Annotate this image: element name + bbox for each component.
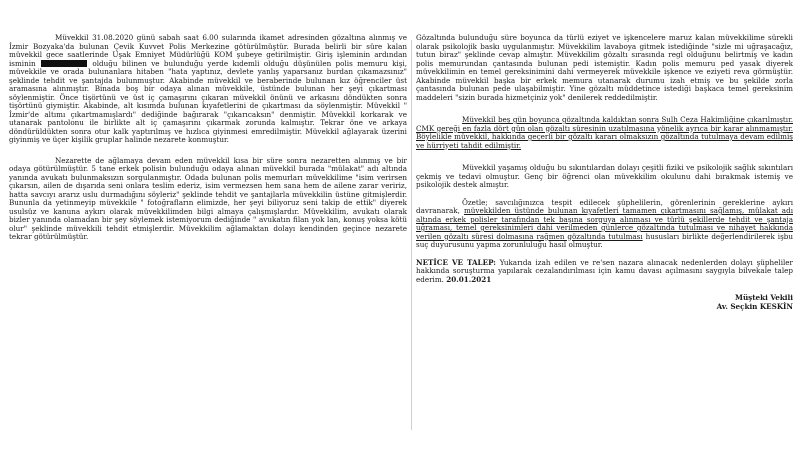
paragraph-arrest-text-a: Müvekkil 31.08.2020 günü sabah saat 6.00 sularında ikamet adresinden gözaltına alınmış ve İzmir Bozyaka'da bulunan Çevik Kuvvet Polis Merkezine götürülmüştür. Burada belirli bir süre kalan müvekkil gece saatlerinde Uşak Emniyet Müdürlüğü KOM şubeye getirilmiştir. Giriş işleminin ardından isminin bbox=[9, 33, 407, 68]
left-column bbox=[9, 34, 407, 251]
paragraph-summary bbox=[416, 199, 793, 250]
paragraph-summary-text-a: Özetle; savcılığınızca tespit edilecek şüphelilerin, görenlerinin gereklerine aykırı davranarak, bbox=[416, 197, 793, 215]
conclusion-text: Yukarıda izah edilen ve re'sen nazara alınacak nedenlerden dolayı şüpheliler hakkında soruşturma yapılarak cezalandırılması için kamu davası açılmasını saygıyla bilvekale talep ederim. bbox=[416, 257, 793, 284]
signature-name: Av. Seçkin KESKİN bbox=[716, 302, 793, 311]
right-column bbox=[416, 34, 793, 311]
signature-block bbox=[416, 293, 793, 311]
paragraph-summary-text-b: müvekkilden üstünde bulunan kıyafetleri tamamen çıkartmasını sağlamış, mülakat adı altında erkek polisler tarafından tek başına sorguya alınması ve türlü şekillerde tehdit ve şantaja uğraması, temel gereksinimleri dahi verilmeden günlerce gözaltında tutulması ve nihayet hakkında verilen gözaltı süresi dolmasına rağmen gözaltında tutulması bbox=[416, 206, 793, 241]
paragraph-summary-text-c: hususları birlikte değerlendirilerek işbu suç duyurusunu yapma zorunluluğu hasıl olmuştur. bbox=[416, 231, 793, 249]
paragraph-health: Müvekkil yaşamış olduğu bu sıkıntılardan dolayı çeşitli fiziki ve psikolojik sağlık sıkıntıları çekmiş ve tedavi olmuştur. Genç bir öğrenci olan müvekkilim okulunu dahi bırakmak istemiş ve psikolojik destek almıştır. bbox=[416, 163, 793, 189]
paragraph-conclusion bbox=[416, 259, 793, 285]
paragraph-detention-abuse: Gözaltında bulunduğu süre boyunca da türlü eziyet ve işkencelere maruz kalan müvekkilime sürekli olarak psikolojik baskı uygulanmıştır. Müvekkilim lavaboya gitmek istediğinde "sizle mi uğraşacağız, tutun biraz" şeklinde cevap almıştır. Müvekkilim gözaltı sırasında regl olduğunu belirtmiş ve kadın polis memurundan çantasında bulunan pedi istemiştir. Kadın polis memuru ped yasak diyerek müvekkilimin en temel gereksinimini dahi vermeyerek müvekkile işkence ve eziyeti reva görmüştür. Akabinde müvekkil başka bir erkek memura utanarak durumu izah etmiş ve bu şekilde zorla çantasında bulunan pede ulaşabilmiştir. Yine gözaltı müddetince istediği başkaca temel gereksinim maddeleri "sizin burada hizmetçiniz yok" denilerek reddedilmiştir. bbox=[416, 33, 793, 102]
paragraph-detention-period-text-b: CMK gereği en fazla dört gün olan gözaltı süresinin uzatılmasına yönelik ayrıca bir karar alınmamıştır. bbox=[416, 123, 793, 133]
paragraph-arrest bbox=[9, 34, 407, 145]
conclusion-date: 20.01.2021 bbox=[446, 274, 492, 284]
paragraph-detention-period-text-c: Böylelikle müvekkil, hakkında geçerli bir gözaltı kararı olmaksızın gözaltında tutulmaya devam edilmiş ve hürriyeti tahdit edilmiştir. bbox=[416, 132, 793, 150]
redacted-name bbox=[41, 60, 87, 67]
column-divider bbox=[411, 40, 412, 430]
paragraph-interrogation: Nezarette de ağlamaya devam eden müvekkil kısa bir süre sonra nezaretten alınmış ve bir odaya götürülmüştür. 5 tane erkek polisin bulunduğu odaya alınan müvekkil burada "mülakat" adı altında yanında avukatı bulunmaksızın sorgulanmıştır. Odada bulunan polis memurları müvekkilime "isim verirsen çıkarsın, ailen de dışarıda seni onlara teslim ederiz, isim vermezsen hem sana hem de ailene zarar veririz, hatta savcıyı ararız uslu durmadığını söyleriz" şeklinde tehdit ve şantajlarla müvekkilin üstüne gitmişlerdir. Bununla da yetinmeyip müvekkile " fotoğrafların elimizde, her şeyi biliyoruz seni takip de ettik" diyerek usulsüz ve kanuna aykırı olarak müvekkilimden bilgi almaya çalışmışlardır. Müvekkilim, avukatı olarak bizler yanında olamadan bir şey söylemek istemiyorum dediğinde " avukatın filan yok lan, konuş yoksa kötü olur" şeklinde müvekkili tehdit etmişlerdir. Müvekkilim ağlamaktan dolayı kendinden geçince nezarete tekrar götürülmüştür. bbox=[9, 155, 407, 241]
paragraph-detention-period bbox=[416, 116, 793, 150]
paragraph-arrest-text-b: olduğu bilinen ve bulunduğu yerde kıdemli olduğu düşünülen polis memuru kişi, müvekkile ve orada bulunanlara hitaben "hata yaptınız, devlete yanlış yaparsanız burdan çıkamazsınız" şeklinde tehdit ve şantajda bulunmuştur. Akabinde müvekkil ve beraberinde bulunan kız öğrenciler üst aramasına alınmıştır. Binada boş bir odaya alınan müvekkile, üstünde bulunan her şeyi çıkartması söylenmiştir. Önce tişörtünü ve üst iç çamaşırını çıkaran müvekkil önünü ve arkasını döndükten sonra tişörtünü giymiştir. Akabinde, alt kısımda bulunan kıyafetlerini de çıkartması da söylenmiştir. Müvekkil " İzmir'de altımı çıkartmamışlardı" dediğinde bağırarak "çıkarıcaksın" denmiştir. Müvekkil korkarak ve utanarak pantolonu ile birlikte alt iç çamaşırını çıkarmak zorunda kalmıştır. Tekrar öne ve arkaya döndürüldükten sonra otur kalk yaptırılmış ve hızlıca giyinmesi emredilmiştir. Müvekkil ağlayarak üzerini giyinmiş ve üçer kişilik gruplar halinde nezarete konmuştur. bbox=[9, 58, 407, 144]
conclusion-heading: NETİCE VE TALEP: bbox=[416, 257, 496, 267]
signature-role: Müşteki Vekili bbox=[735, 293, 793, 302]
paragraph-detention-period-text-a: Müvekkil beş gün boyunca gözaltında kaldıktan sonra Sulh Ceza Hakimliğine çıkarılmıştır. bbox=[462, 115, 793, 124]
